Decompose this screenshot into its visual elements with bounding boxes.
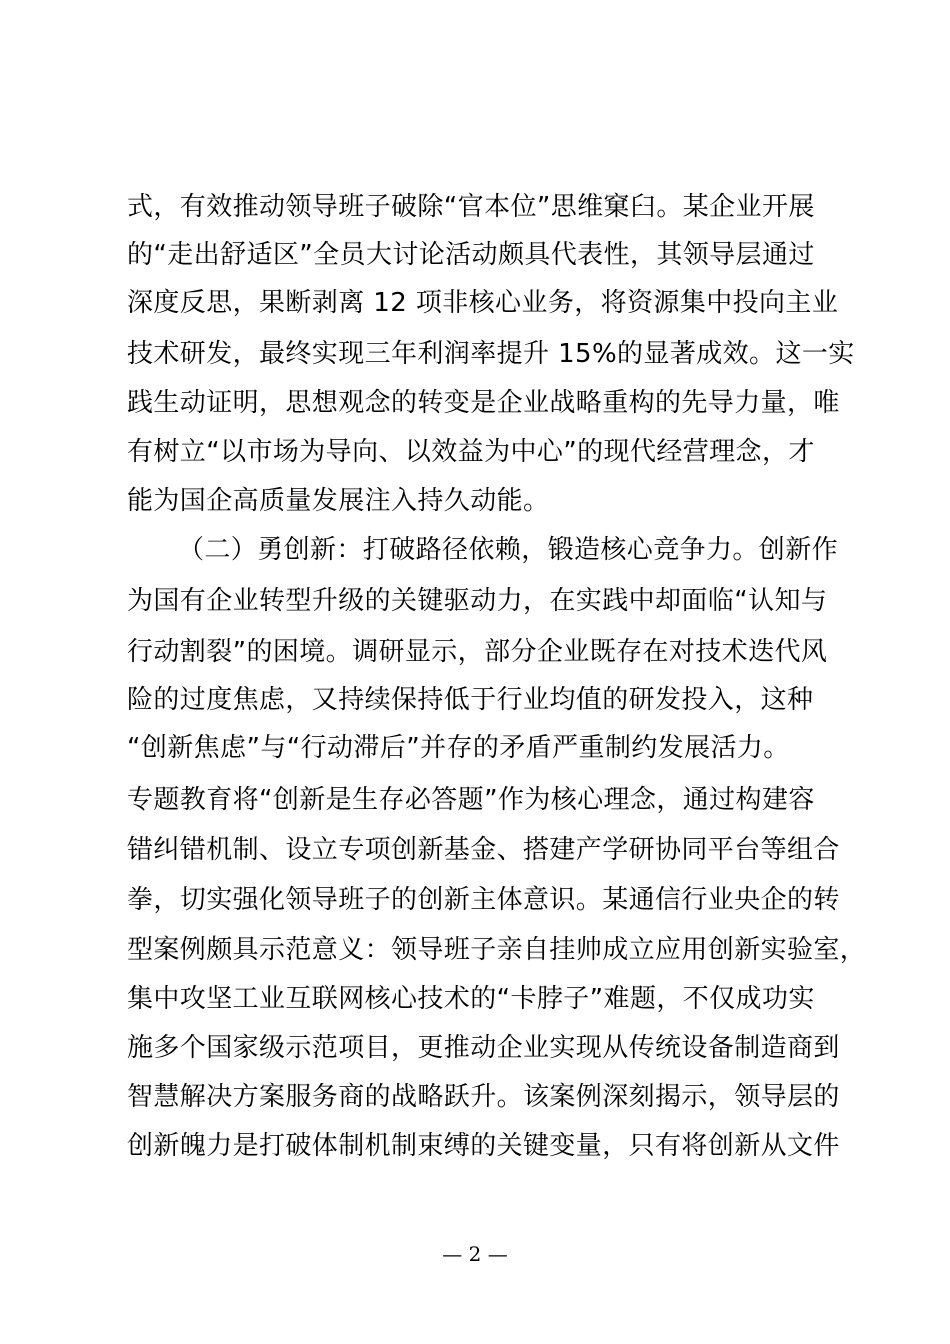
text-line: 践生动证明，思想观念的转变是企业战略重构的先导力量，唯 — [127, 388, 840, 418]
text-line: 技术研发，最终实现三年利润率提升 15%的显著成效。这一实 — [127, 339, 855, 369]
page-number: — 2 — — [442, 1242, 508, 1266]
text-line: 深度反思，果断剥离 12 项非核心业务，将资源集中投向主业 — [127, 288, 839, 318]
text-line: 型案例颇具示范意义：领导班子亲自挂帅成立应用创新实验室， — [127, 935, 867, 965]
text-line: 行动割裂”的困境。调研显示，部分企业既存在对技术迭代风 — [127, 637, 828, 667]
text-line: 险的过度焦虑，又持续保持低于行业均值的研发投入，这种 — [127, 685, 814, 715]
text-line: 智慧解决方案服务商的战略跃升。该案例深刻揭示，领导层的 — [127, 1082, 840, 1112]
text-line: 式，有效推动领导班子破除“官本位”思维窠臼。某企业开展 — [127, 192, 815, 222]
text-line: 错纠错机制、设立专项创新基金、搭建产学研协同平台等组合 — [127, 835, 840, 865]
text-line: 的“走出舒适区”全员大讨论活动颇具代表性，其领导层通过 — [127, 240, 815, 270]
text-line: 有树立“以市场为导向、以效益为中心”的现代经营理念，才 — [127, 437, 815, 467]
text-line: 专题教育将“创新是生存必答题”作为核心理念，通过构建容 — [127, 785, 815, 815]
section-heading-line: （二）勇创新：打破路径依赖，锻造核心竞争力。创新作 — [178, 535, 839, 565]
text-line: 创新魄力是打破体制机制束缚的关键变量，只有将创新从文件 — [127, 1131, 840, 1161]
text-line: 施多个国家级示范项目，更推动企业实现从传统设备制造商到 — [127, 1033, 840, 1063]
text-line: 拳，切实强化领导班子的创新主体意识。某通信行业央企的转 — [127, 885, 840, 915]
text-line: 能为国企高质量发展注入持久动能。 — [127, 486, 550, 516]
text-line: 集中攻坚工业互联网核心技术的“卡脖子”难题，不仅成功实 — [127, 984, 815, 1014]
text-line: “创新焦虑”与“行动滞后”并存的矛盾严重制约发展活力。 — [127, 733, 790, 763]
text-line: 为国有企业转型升级的关键驱动力，在实践中却面临“认知与 — [127, 586, 828, 616]
